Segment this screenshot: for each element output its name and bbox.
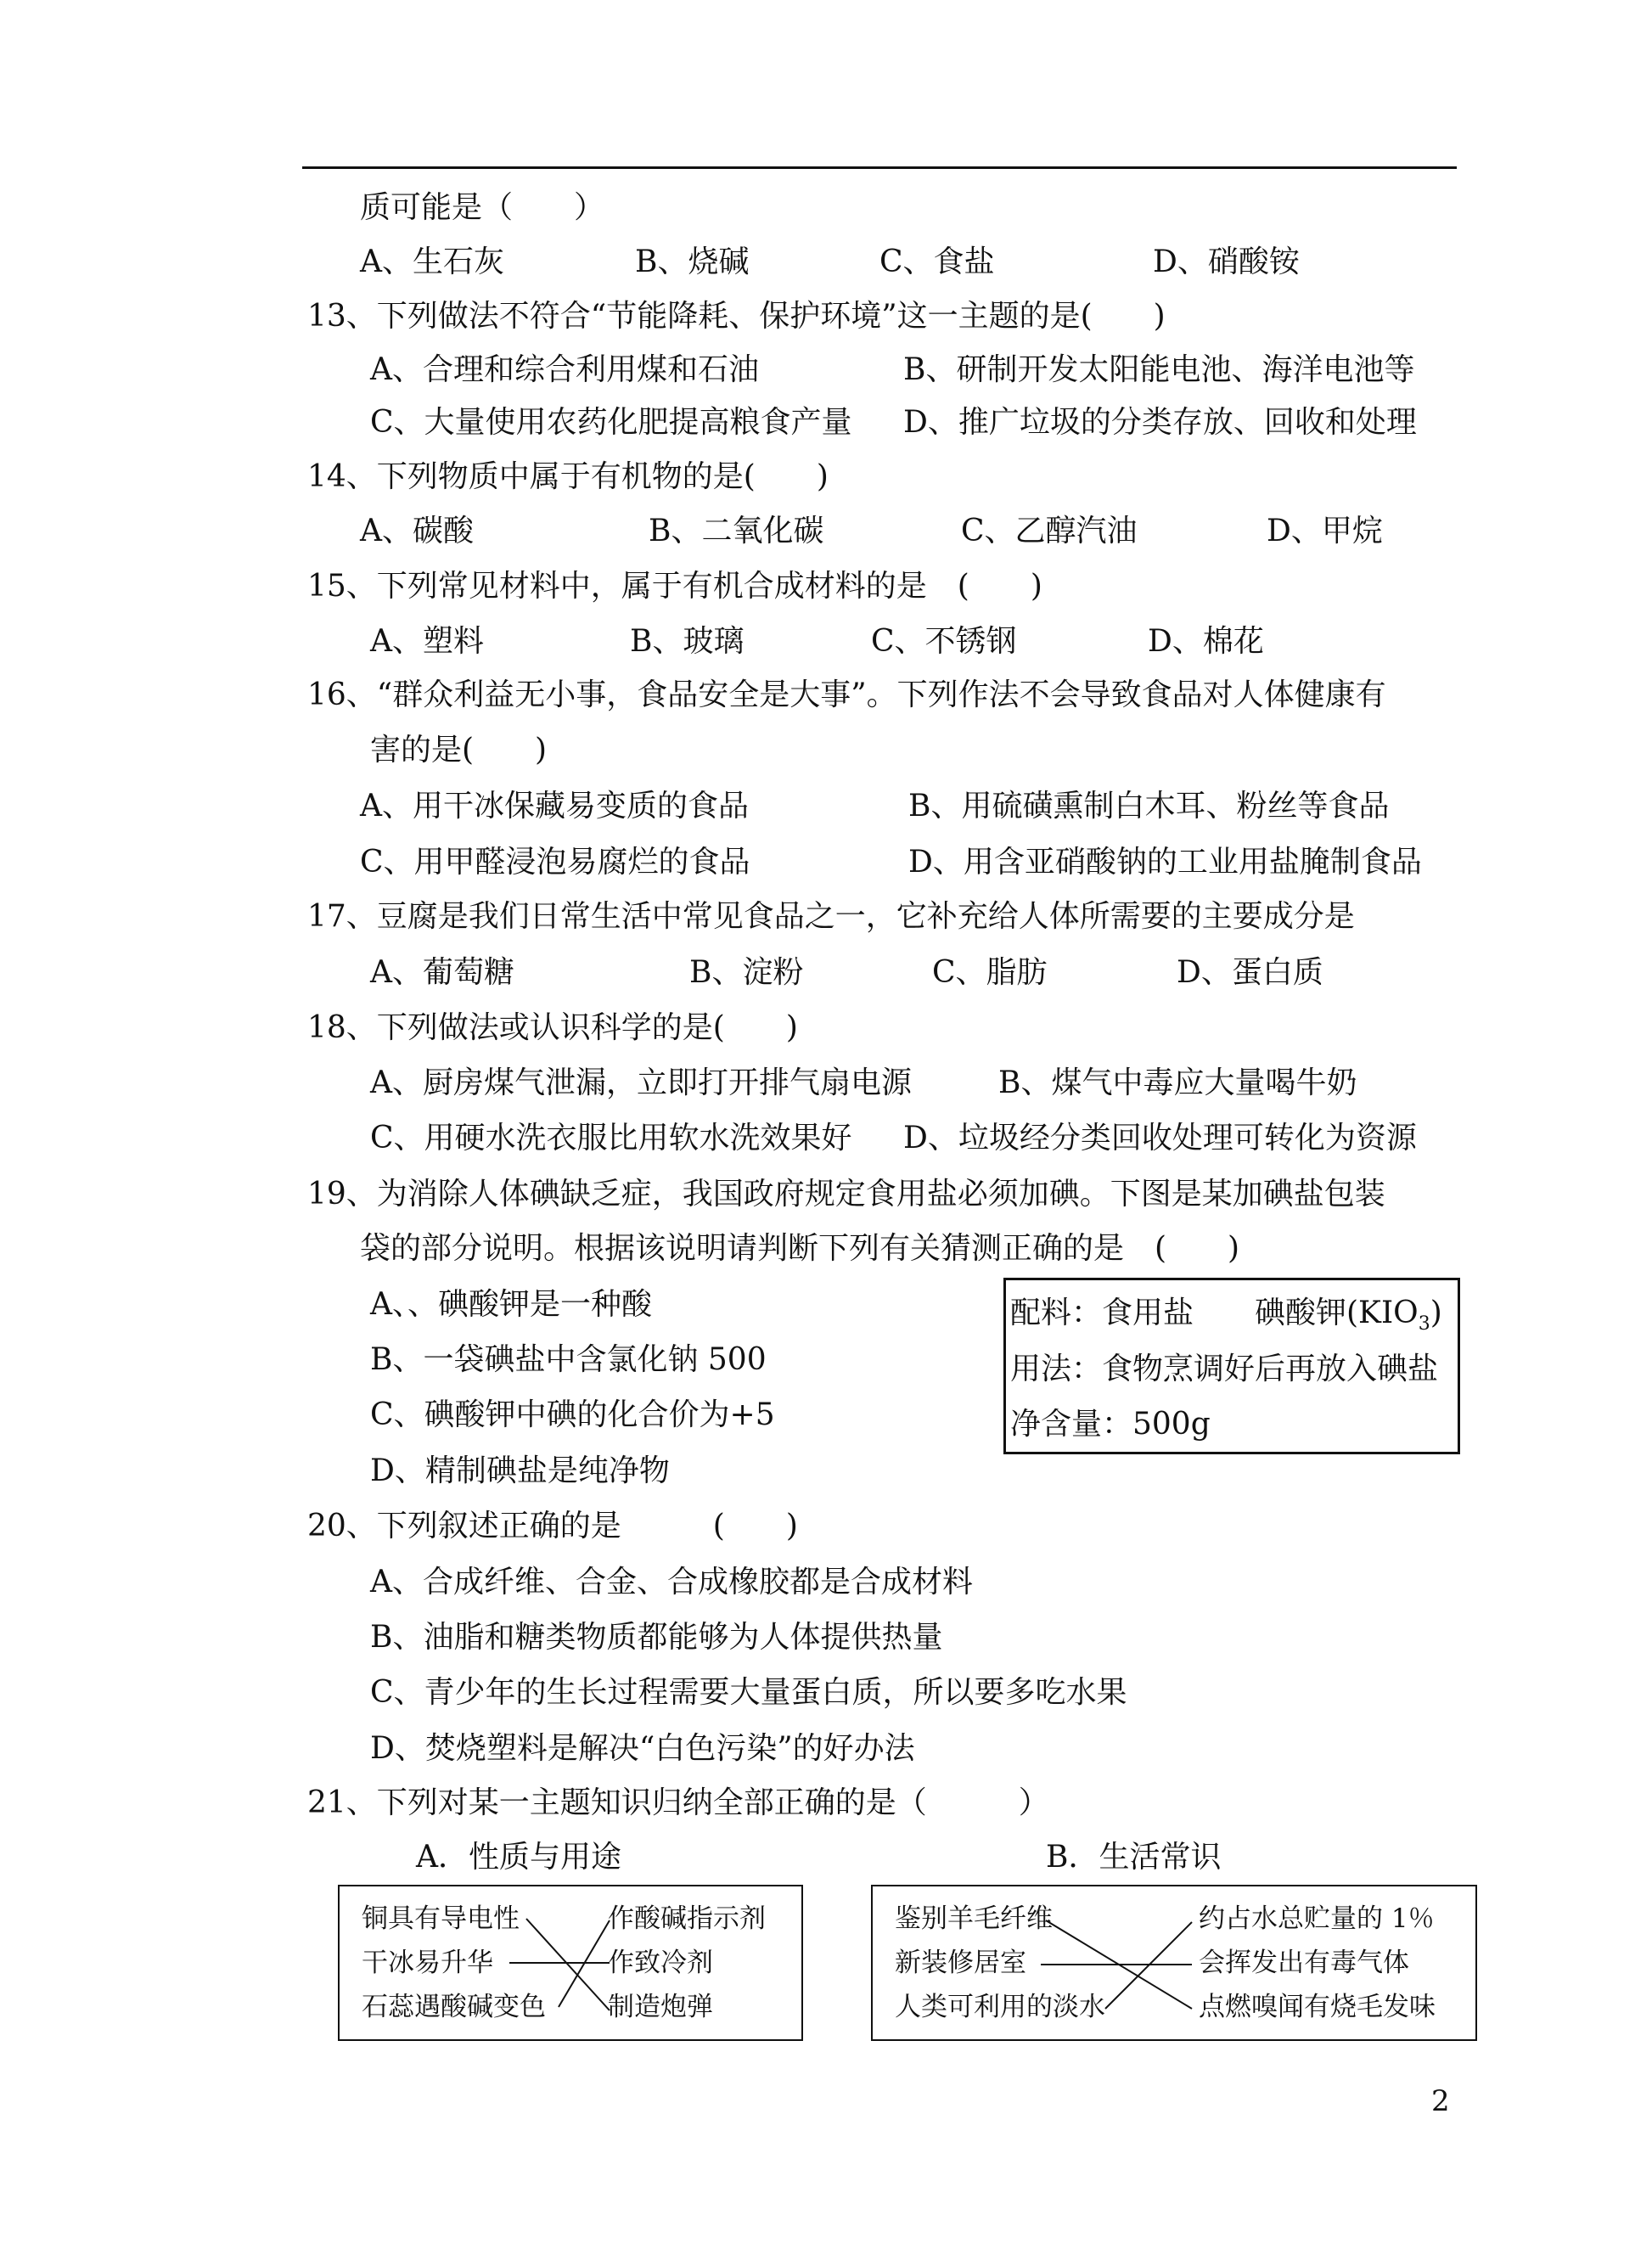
q16-stem-line1: 16、“群众利益无小事，食品安全是大事”。下列作法不会导致食品对人体健康有 <box>307 677 1386 712</box>
q21-b-title: B．生活常识 <box>1046 1840 1222 1875</box>
q19-option-a: A、、碘酸钾是一种酸 <box>370 1287 652 1322</box>
q12-option-a: A、生石灰 <box>360 245 504 279</box>
q14-option-c: C、乙醇汽油 <box>961 514 1138 548</box>
q18-option-b: B、煤气中毒应大量喝牛奶 <box>998 1065 1357 1100</box>
salt-label-line1: 配料：食用盐 碘酸钾$(KIO_3)$ <box>1010 1296 1442 1335</box>
box-a-left-3: 石蕊遇酸碱变色 <box>362 1992 546 2022</box>
q14-option-a: A、碳酸 <box>360 514 474 548</box>
q18-option-d: D、垃圾经分类回收处理可转化为资源 <box>903 1121 1417 1155</box>
q15-option-a: A、塑料 <box>370 624 484 659</box>
q13-option-a: A、合理和综合利用煤和石油 <box>370 352 759 387</box>
salt-label-line3: 净含量：500g <box>1010 1407 1211 1442</box>
box-a-left-2: 干冰易升华 <box>362 1948 493 1978</box>
q18-option-a: A、厨房煤气泄漏，立即打开排气扇电源 <box>370 1065 912 1100</box>
box-b-right-3: 点燃嗅闻有烧毛发味 <box>1199 1992 1436 2022</box>
q20-option-c: C、青少年的生长过程需要大量蛋白质，所以要多吃水果 <box>370 1675 1127 1710</box>
q19-stem-line2: 袋的部分说明。根据该说明请判断下列有关猜测正确的是 ( ) <box>360 1231 1240 1266</box>
q12-stem: 质可能是（ ） <box>360 190 605 225</box>
q17-option-d: D、蛋白质 <box>1177 955 1323 990</box>
q19-option-d: D、精制碘盐是纯净物 <box>370 1453 670 1488</box>
q16-option-b: B、用硫磺熏制白木耳、粉丝等食品 <box>908 789 1390 824</box>
q19-stem-line1: 19、为消除人体碘缺乏症，我国政府规定食用盐必须加碘。下图是某加碘盐包装 <box>307 1177 1385 1212</box>
box-a-left-1: 铜具有导电性 <box>362 1903 520 1934</box>
q18-stem: 18、下列做法或认识科学的是( ) <box>307 1010 798 1045</box>
box-a-right-3: 制造炮弹 <box>608 1992 713 2022</box>
q16-option-d: D、用含亚硝酸钠的工业用盐腌制食品 <box>908 845 1422 880</box>
q13-option-b: B、研制开发太阳能电池、海洋电池等 <box>903 352 1415 387</box>
box-b-left-2: 新装修居室 <box>895 1948 1026 1978</box>
q21-stem: 21、下列对某一主题知识归纳全部正确的是（ ） <box>307 1785 1049 1820</box>
q14-stem: 14、下列物质中属于有机物的是( ) <box>307 459 829 494</box>
box-b-left-1: 鉴别羊毛纤维 <box>895 1903 1053 1934</box>
q17-stem: 17、豆腐是我们日常生活中常见食品之一，它补充给人体所需要的主要成分是 <box>307 899 1355 934</box>
q13-stem: 13、下列做法不符合“节能降耗、保护环境”这一主题的是( ) <box>307 299 1166 334</box>
q20-option-b: B、油脂和糖类物质都能够为人体提供热量 <box>370 1620 943 1655</box>
q16-stem-line2: 害的是( ) <box>370 733 548 767</box>
box-b-right-2: 会挥发出有毒气体 <box>1199 1948 1409 1978</box>
box-a-right-2: 作致冷剂 <box>608 1948 713 1978</box>
q14-option-b: B、二氧化碳 <box>649 514 824 548</box>
q17-option-a: A、葡萄糖 <box>370 955 514 990</box>
q16-option-c: C、用甲醛浸泡易腐烂的食品 <box>360 845 750 880</box>
q17-option-c: C、脂肪 <box>932 955 1048 990</box>
box-a-right-1: 作酸碱指示剂 <box>608 1903 766 1934</box>
q21-a-title: A．性质与用途 <box>416 1840 621 1875</box>
q14-option-d: D、甲烷 <box>1267 514 1383 548</box>
q16-option-a: A、用干冰保藏易变质的食品 <box>360 789 749 824</box>
q13-option-d: D、推广垃圾的分类存放、回收和处理 <box>903 405 1417 440</box>
q19-option-c: C、碘酸钾中碘的化合价为+5 <box>370 1397 775 1432</box>
q12-option-d: D、硝酸铵 <box>1153 245 1300 279</box>
q12-option-c: C、食盐 <box>879 245 995 279</box>
q15-option-c: C、不锈钢 <box>871 624 1017 659</box>
q17-option-b: B、淀粉 <box>689 955 804 990</box>
box-b-right-1: 约占水总贮量的 1％ <box>1199 1903 1435 1934</box>
q13-option-c: C、大量使用农药化肥提高粮食产量 <box>370 405 852 440</box>
box-b-left-3: 人类可利用的淡水 <box>895 1992 1105 2022</box>
q18-option-c: C、用硬水洗衣服比用软水洗效果好 <box>370 1121 852 1155</box>
page-number: 2 <box>1431 2084 1450 2118</box>
q15-option-d: D、棉花 <box>1148 624 1264 659</box>
q15-option-b: B、玻璃 <box>630 624 745 659</box>
q20-stem: 20、下列叙述正确的是 ( ) <box>307 1509 798 1543</box>
q20-option-a: A、合成纤维、合金、合成橡胶都是合成材料 <box>370 1565 973 1599</box>
q15-stem: 15、下列常见材料中，属于有机合成材料的是 ( ) <box>307 569 1042 604</box>
q19-option-b: B、一袋碘盐中含氯化钠 500 <box>370 1342 767 1377</box>
salt-label-line2: 用法：食物烹调好后再放入碘盐 <box>1010 1352 1439 1386</box>
q20-option-d: D、焚烧塑料是解决“白色污染”的好办法 <box>370 1731 915 1766</box>
q12-option-b: B、烧碱 <box>635 245 750 279</box>
